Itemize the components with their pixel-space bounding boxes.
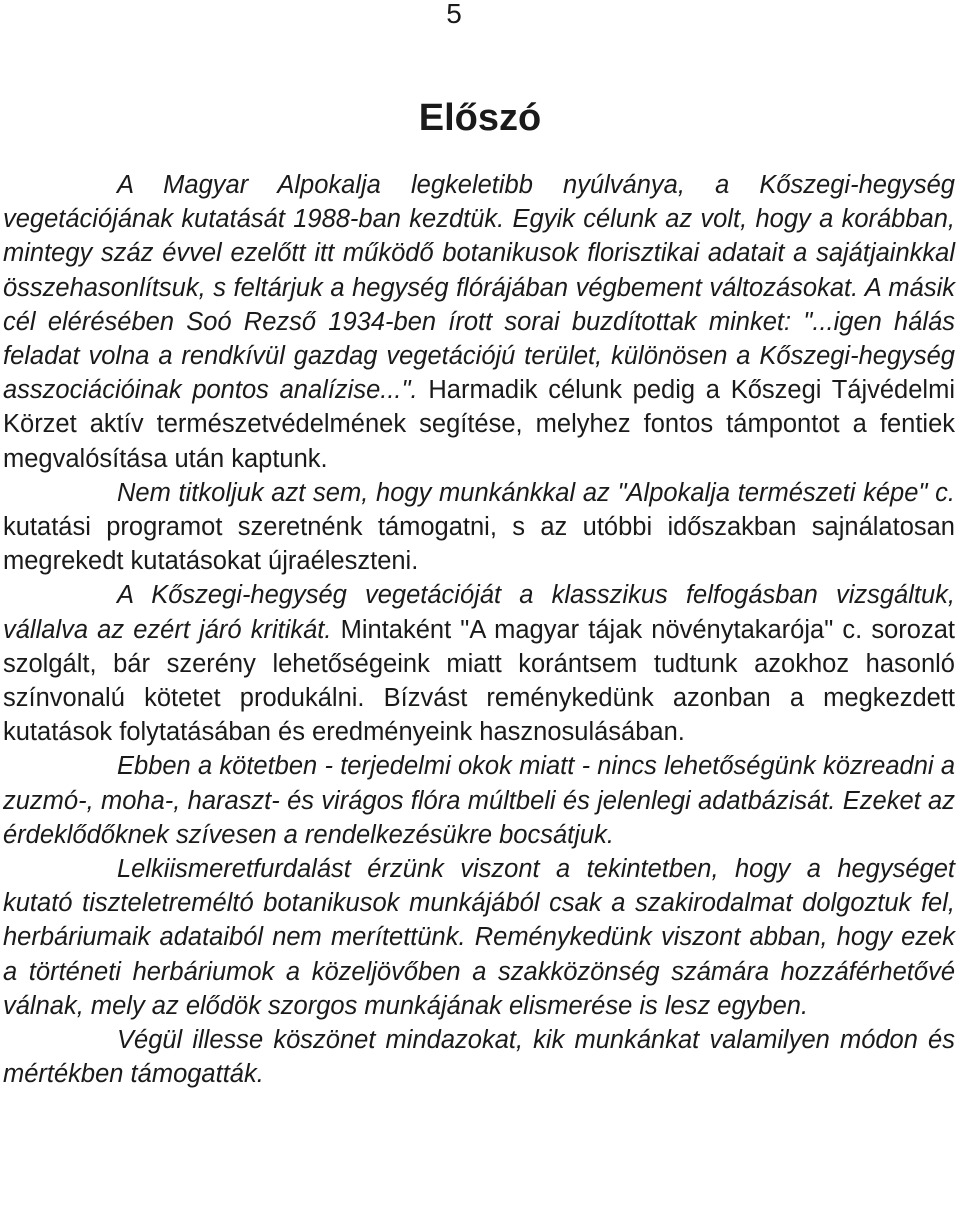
paragraph-3 — [3, 578, 955, 749]
paragraph-6 — [3, 1023, 955, 1091]
paragraph-italic-text: Ebben a kötetben - terjedelmi okok miatt - nincs lehetőségünk közreadni a zuzmó-, moha-, haraszt- és virágos flóra múltbeli és jelenlegi adatbázisát. Ezeket az érdeklődőknek szívesen a rendelkezésükre bocsátjuk. — [3, 752, 955, 849]
paragraph-regular-text: kutatási programot szeretnénk támogatni, s az utóbbi időszakban sajnálatosan megrekedt kutatásokat újraéleszteni. — [3, 513, 955, 576]
paragraph-regular-text: Mintaként "A magyar tájak növénytakarója" c. sorozat szolgált, bár szerény lehetőségeink miatt korántsem tudtunk azokhoz hasonló színvonalú kötetet produkálni. Bízvást reménykedünk azonban a megkezdett kutatások folytatásában és eredményeink hasznosulásában. — [3, 615, 955, 747]
page-number: 5 — [446, 0, 462, 29]
paragraph-1 — [3, 168, 955, 476]
paragraph-5 — [3, 852, 955, 1023]
paragraph-italic-text: Lelkiismeretfurdalást érzünk viszont a tekintetben, hogy a hegységet kutató tiszteletreméltó botanikusok munkájából csak a szakirodalmat dolgoztuk fel, herbáriumaik adataiból nem merítettünk. Reménykedünk viszont abban, hogy ezek a történeti herbáriumok a közeljövőben a szakközönség számára hozzáférhetővé válnak, mely az elődök szorgos munkájának elismerése is lesz egyben. — [3, 855, 955, 1020]
paragraph-2 — [3, 476, 955, 579]
paragraph-italic-text: A Kőszegi-hegység vegetációját a klasszikus felfogásban vizsgáltuk, vállalva az ezért járó kritikát. — [3, 581, 955, 644]
paragraph-4 — [3, 749, 955, 852]
paragraph-italic-text: Végül illesse köszönet mindazokat, kik munkánkat valamilyen módon és mértékben támogatták. — [3, 1026, 955, 1089]
body-text — [3, 168, 955, 1091]
paragraph-regular-text: Harmadik célunk pedig a Kőszegi Tájvédelmi Körzet aktív természetvédelmének segítése, melyhez fontos támpontot a fentiek megvalósítása után kaptunk. — [3, 376, 955, 473]
paragraph-italic-text: Nem titkoljuk azt sem, hogy munkánkkal az "Alpokalja természeti képe" c. — [117, 478, 955, 507]
paragraph-italic-text: A Magyar Alpokalja legkeletibb nyúlványa, a Kőszegi-hegység vegetációjának kutatását 1988-ban kezdtük. Egyik célunk az volt, hogy a korábban, mintegy száz évvel ezelőtt itt működő botanikusok florisztikai adatait a sajátjainkkal összehasonlítsuk, s feltárjuk a hegység flórájában végbement változásokat. A másik cél elérésében Soó Rezső 1934-ben írott sorai buzdítottak minket: "...igen hálás feladat volna a rendkívül gazdag vegetációjú terület, különösen a Kőszegi-hegység asszociációinak pontos analízise...". — [3, 171, 955, 405]
page-title: Előszó — [418, 97, 542, 139]
